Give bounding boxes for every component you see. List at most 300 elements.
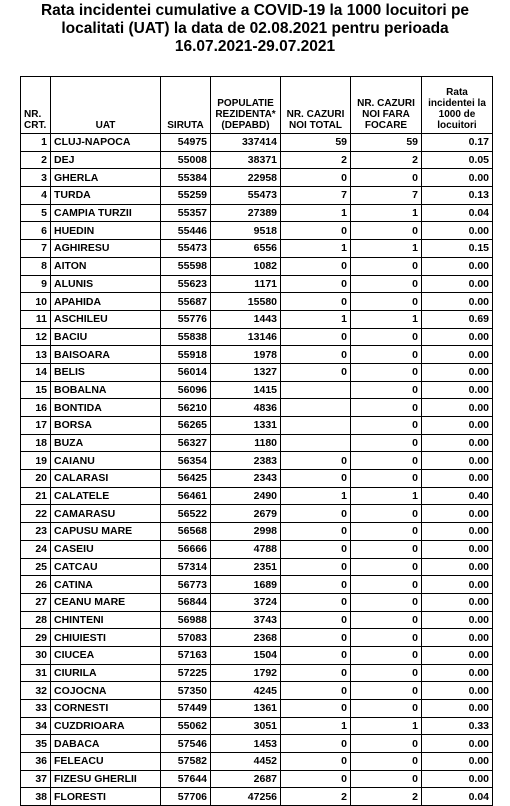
cell-uat: BONTIDA — [51, 399, 161, 417]
cell-uat: CAIANU — [51, 452, 161, 470]
cell-populatie: 27389 — [211, 204, 281, 222]
cell-nr: 24 — [21, 540, 51, 558]
table-row — [21, 770, 493, 788]
cell-rata: 0.00 — [422, 434, 493, 452]
cell-cazuri-fara-focare: 1 — [351, 487, 422, 505]
cell-rata: 0.00 — [422, 682, 493, 700]
cell-nr: 38 — [21, 788, 51, 806]
cell-uat: FLORESTI — [51, 788, 161, 806]
cell-uat: CAPUSU MARE — [51, 523, 161, 541]
cell-cazuri-fara-focare: 0 — [351, 257, 422, 275]
table-row — [21, 399, 493, 417]
cell-nr: 29 — [21, 629, 51, 647]
cell-cazuri-total: 0 — [281, 222, 351, 240]
cell-siruta: 55259 — [161, 187, 211, 205]
cell-cazuri-fara-focare: 0 — [351, 540, 422, 558]
cell-cazuri-total: 0 — [281, 363, 351, 381]
cell-cazuri-total: 2 — [281, 788, 351, 806]
cell-nr: 3 — [21, 169, 51, 187]
cell-rata: 0.04 — [422, 788, 493, 806]
cell-siruta: 55062 — [161, 717, 211, 735]
cell-nr: 32 — [21, 682, 51, 700]
cell-uat: CIUCEA — [51, 646, 161, 664]
cell-populatie: 2368 — [211, 629, 281, 647]
cell-uat: CAMPIA TURZII — [51, 204, 161, 222]
cell-siruta: 57644 — [161, 770, 211, 788]
cell-siruta: 56568 — [161, 523, 211, 541]
cell-rata: 0.00 — [422, 363, 493, 381]
cell-populatie: 4452 — [211, 753, 281, 771]
cell-uat: FIZESU GHERLII — [51, 770, 161, 788]
cell-rata: 0.00 — [422, 576, 493, 594]
cell-cazuri-fara-focare: 1 — [351, 204, 422, 222]
col-header-cazuri-fara-focare: NR. CAZURI NOI FARA FOCARE — [351, 77, 422, 134]
cell-rata: 0.00 — [422, 293, 493, 311]
cell-cazuri-total: 1 — [281, 487, 351, 505]
cell-siruta: 56354 — [161, 452, 211, 470]
cell-nr: 31 — [21, 664, 51, 682]
cell-populatie: 3743 — [211, 611, 281, 629]
cell-cazuri-fara-focare: 1 — [351, 717, 422, 735]
table-row — [21, 275, 493, 293]
cell-siruta: 56425 — [161, 470, 211, 488]
table-row — [21, 646, 493, 664]
cell-siruta: 56210 — [161, 399, 211, 417]
cell-nr: 33 — [21, 700, 51, 718]
table-row — [21, 753, 493, 771]
cell-cazuri-total — [281, 434, 351, 452]
cell-siruta: 57350 — [161, 682, 211, 700]
cell-cazuri-total: 1 — [281, 310, 351, 328]
cell-cazuri-fara-focare: 0 — [351, 346, 422, 364]
cell-uat: HUEDIN — [51, 222, 161, 240]
table-row — [21, 523, 493, 541]
cell-uat: BUZA — [51, 434, 161, 452]
cell-populatie: 1082 — [211, 257, 281, 275]
table-row — [21, 470, 493, 488]
col-header-rata: Rata incidentei la 1000 de locuitori — [422, 77, 493, 134]
cell-rata: 0.00 — [422, 593, 493, 611]
cell-nr: 17 — [21, 417, 51, 435]
cell-populatie: 22958 — [211, 169, 281, 187]
cell-populatie: 2490 — [211, 487, 281, 505]
cell-siruta: 57083 — [161, 629, 211, 647]
cell-siruta: 57163 — [161, 646, 211, 664]
cell-siruta: 56666 — [161, 540, 211, 558]
table-row — [21, 593, 493, 611]
cell-rata: 0.40 — [422, 487, 493, 505]
cell-cazuri-fara-focare: 0 — [351, 222, 422, 240]
cell-populatie: 1180 — [211, 434, 281, 452]
cell-cazuri-fara-focare: 0 — [351, 328, 422, 346]
cell-populatie: 4788 — [211, 540, 281, 558]
table-row — [21, 222, 493, 240]
cell-populatie: 2343 — [211, 470, 281, 488]
cell-siruta: 56014 — [161, 363, 211, 381]
cell-cazuri-fara-focare: 1 — [351, 310, 422, 328]
cell-rata: 0.00 — [422, 275, 493, 293]
cell-populatie: 1443 — [211, 310, 281, 328]
cell-nr: 26 — [21, 576, 51, 594]
cell-nr: 2 — [21, 151, 51, 169]
cell-cazuri-total: 0 — [281, 576, 351, 594]
cell-cazuri-total: 1 — [281, 204, 351, 222]
cell-siruta: 55473 — [161, 240, 211, 258]
cell-rata: 0.00 — [422, 700, 493, 718]
cell-rata: 0.05 — [422, 151, 493, 169]
cell-populatie: 4245 — [211, 682, 281, 700]
table-row — [21, 381, 493, 399]
cell-nr: 12 — [21, 328, 51, 346]
cell-rata: 0.00 — [422, 452, 493, 470]
cell-rata: 0.13 — [422, 187, 493, 205]
cell-rata: 0.00 — [422, 346, 493, 364]
cell-cazuri-fara-focare: 0 — [351, 682, 422, 700]
cell-cazuri-total: 0 — [281, 700, 351, 718]
cell-cazuri-fara-focare: 0 — [351, 664, 422, 682]
cell-siruta: 56096 — [161, 381, 211, 399]
cell-nr: 14 — [21, 363, 51, 381]
cell-nr: 23 — [21, 523, 51, 541]
cell-siruta: 54975 — [161, 134, 211, 152]
col-header-nr: NR. CRT. — [21, 77, 51, 134]
cell-cazuri-fara-focare: 0 — [351, 770, 422, 788]
cell-populatie: 9518 — [211, 222, 281, 240]
cell-cazuri-total: 59 — [281, 134, 351, 152]
cell-cazuri-fara-focare: 0 — [351, 700, 422, 718]
table-row — [21, 346, 493, 364]
cell-cazuri-fara-focare: 7 — [351, 187, 422, 205]
cell-rata: 0.00 — [422, 470, 493, 488]
cell-siruta: 56773 — [161, 576, 211, 594]
col-header-populatie: POPULATIE REZIDENTA* (DEPABD) — [211, 77, 281, 134]
cell-cazuri-fara-focare: 59 — [351, 134, 422, 152]
cell-cazuri-total: 0 — [281, 540, 351, 558]
cell-populatie: 55473 — [211, 187, 281, 205]
cell-cazuri-fara-focare: 0 — [351, 434, 422, 452]
cell-uat: BORSA — [51, 417, 161, 435]
cell-cazuri-total — [281, 399, 351, 417]
cell-uat: CORNESTI — [51, 700, 161, 718]
cell-uat: CUZDRIOARA — [51, 717, 161, 735]
cell-rata: 0.00 — [422, 381, 493, 399]
table-row — [21, 611, 493, 629]
cell-cazuri-total: 0 — [281, 452, 351, 470]
cell-uat: ALUNIS — [51, 275, 161, 293]
cell-siruta: 57225 — [161, 664, 211, 682]
cell-cazuri-fara-focare: 0 — [351, 646, 422, 664]
cell-cazuri-fara-focare: 0 — [351, 363, 422, 381]
cell-cazuri-fara-focare: 0 — [351, 753, 422, 771]
cell-uat: GHERLA — [51, 169, 161, 187]
cell-cazuri-fara-focare: 0 — [351, 505, 422, 523]
cell-populatie: 1978 — [211, 346, 281, 364]
cell-rata: 0.15 — [422, 240, 493, 258]
cell-cazuri-fara-focare: 0 — [351, 399, 422, 417]
cell-populatie: 2351 — [211, 558, 281, 576]
cell-siruta: 55776 — [161, 310, 211, 328]
table-row — [21, 240, 493, 258]
col-header-cazuri-total: NR. CAZURI NOI TOTAL — [281, 77, 351, 134]
cell-siruta: 57582 — [161, 753, 211, 771]
title-line-3: 16.07.2021-29.07.2021 — [174, 38, 336, 55]
table-row — [21, 310, 493, 328]
cell-uat: CHINTENI — [51, 611, 161, 629]
cell-uat: CHIUIESTI — [51, 629, 161, 647]
cell-nr: 9 — [21, 275, 51, 293]
table-row — [21, 558, 493, 576]
cell-nr: 7 — [21, 240, 51, 258]
cell-rata: 0.33 — [422, 717, 493, 735]
table-row — [21, 788, 493, 806]
table-row — [21, 576, 493, 594]
cell-rata: 0.00 — [422, 169, 493, 187]
cell-cazuri-fara-focare: 0 — [351, 523, 422, 541]
cell-rata: 0.00 — [422, 753, 493, 771]
cell-populatie: 1453 — [211, 735, 281, 753]
cell-cazuri-fara-focare: 2 — [351, 151, 422, 169]
cell-siruta: 57706 — [161, 788, 211, 806]
title-line-1: Rata incidentei cumulative a COVID-19 la 1000 locuitori pe — [40, 2, 470, 19]
cell-cazuri-fara-focare: 0 — [351, 381, 422, 399]
cell-cazuri-total: 0 — [281, 257, 351, 275]
cell-nr: 34 — [21, 717, 51, 735]
cell-rata: 0.00 — [422, 540, 493, 558]
cell-cazuri-total: 0 — [281, 558, 351, 576]
cell-populatie: 2998 — [211, 523, 281, 541]
cell-cazuri-fara-focare: 0 — [351, 470, 422, 488]
cell-populatie: 38371 — [211, 151, 281, 169]
cell-cazuri-total: 0 — [281, 611, 351, 629]
table-row — [21, 505, 493, 523]
table-row — [21, 363, 493, 381]
cell-cazuri-total: 0 — [281, 770, 351, 788]
cell-cazuri-total: 0 — [281, 293, 351, 311]
cell-cazuri-total: 0 — [281, 328, 351, 346]
cell-nr: 35 — [21, 735, 51, 753]
cell-rata: 0.00 — [422, 611, 493, 629]
cell-nr: 18 — [21, 434, 51, 452]
cell-cazuri-fara-focare: 0 — [351, 275, 422, 293]
cell-siruta: 56522 — [161, 505, 211, 523]
cell-cazuri-total: 0 — [281, 629, 351, 647]
cell-cazuri-total: 0 — [281, 646, 351, 664]
cell-cazuri-total: 0 — [281, 593, 351, 611]
table-row — [21, 134, 493, 152]
cell-cazuri-total: 2 — [281, 151, 351, 169]
cell-uat: CATINA — [51, 576, 161, 594]
cell-uat: AGHIRESU — [51, 240, 161, 258]
cell-populatie: 1415 — [211, 381, 281, 399]
incidence-table — [20, 76, 493, 806]
cell-siruta: 55598 — [161, 257, 211, 275]
cell-uat: APAHIDA — [51, 293, 161, 311]
cell-cazuri-fara-focare: 0 — [351, 417, 422, 435]
table-row — [21, 417, 493, 435]
cell-cazuri-fara-focare: 0 — [351, 293, 422, 311]
cell-populatie: 337414 — [211, 134, 281, 152]
table-row — [21, 257, 493, 275]
table-row — [21, 664, 493, 682]
cell-uat: CALATELE — [51, 487, 161, 505]
cell-uat: DABACA — [51, 735, 161, 753]
cell-uat: COJOCNA — [51, 682, 161, 700]
table-row — [21, 629, 493, 647]
cell-nr: 20 — [21, 470, 51, 488]
cell-rata: 0.00 — [422, 505, 493, 523]
cell-nr: 36 — [21, 753, 51, 771]
cell-siruta: 57546 — [161, 735, 211, 753]
cell-cazuri-total: 0 — [281, 664, 351, 682]
cell-cazuri-total: 1 — [281, 717, 351, 735]
table-row — [21, 452, 493, 470]
table-row — [21, 735, 493, 753]
cell-uat: CALARASI — [51, 470, 161, 488]
cell-cazuri-fara-focare: 2 — [351, 788, 422, 806]
cell-nr: 6 — [21, 222, 51, 240]
cell-nr: 30 — [21, 646, 51, 664]
report-title — [0, 2, 510, 56]
cell-siruta: 57449 — [161, 700, 211, 718]
table-row — [21, 487, 493, 505]
cell-nr: 5 — [21, 204, 51, 222]
cell-cazuri-fara-focare: 1 — [351, 240, 422, 258]
cell-populatie: 3724 — [211, 593, 281, 611]
cell-nr: 22 — [21, 505, 51, 523]
cell-rata: 0.00 — [422, 558, 493, 576]
cell-siruta: 55446 — [161, 222, 211, 240]
cell-nr: 21 — [21, 487, 51, 505]
table-row — [21, 328, 493, 346]
table-row — [21, 169, 493, 187]
cell-uat: CATCAU — [51, 558, 161, 576]
cell-cazuri-total: 0 — [281, 470, 351, 488]
title-line-2: localitati (UAT) la data de 02.08.2021 pentru perioada — [61, 20, 449, 37]
cell-cazuri-total: 0 — [281, 753, 351, 771]
cell-populatie: 2679 — [211, 505, 281, 523]
cell-populatie: 1327 — [211, 363, 281, 381]
cell-cazuri-fara-focare: 0 — [351, 611, 422, 629]
cell-rata: 0.00 — [422, 417, 493, 435]
cell-cazuri-total: 0 — [281, 735, 351, 753]
cell-populatie: 4836 — [211, 399, 281, 417]
table-row — [21, 682, 493, 700]
cell-uat: BAISOARA — [51, 346, 161, 364]
cell-nr: 28 — [21, 611, 51, 629]
cell-populatie: 1689 — [211, 576, 281, 594]
cell-siruta: 56461 — [161, 487, 211, 505]
cell-cazuri-total: 7 — [281, 187, 351, 205]
cell-populatie: 1792 — [211, 664, 281, 682]
cell-rata: 0.00 — [422, 257, 493, 275]
cell-populatie: 1331 — [211, 417, 281, 435]
cell-cazuri-total: 0 — [281, 682, 351, 700]
cell-siruta: 57314 — [161, 558, 211, 576]
cell-cazuri-fara-focare: 0 — [351, 593, 422, 611]
cell-populatie: 1504 — [211, 646, 281, 664]
cell-uat: BELIS — [51, 363, 161, 381]
cell-uat: ASCHILEU — [51, 310, 161, 328]
cell-nr: 25 — [21, 558, 51, 576]
cell-populatie: 13146 — [211, 328, 281, 346]
cell-cazuri-fara-focare: 0 — [351, 452, 422, 470]
cell-uat: TURDA — [51, 187, 161, 205]
table-row — [21, 434, 493, 452]
cell-populatie: 47256 — [211, 788, 281, 806]
cell-nr: 1 — [21, 134, 51, 152]
cell-rata: 0.00 — [422, 629, 493, 647]
cell-rata: 0.69 — [422, 310, 493, 328]
cell-nr: 4 — [21, 187, 51, 205]
cell-cazuri-total: 0 — [281, 346, 351, 364]
cell-siruta: 56327 — [161, 434, 211, 452]
cell-rata: 0.00 — [422, 328, 493, 346]
cell-cazuri-total: 0 — [281, 505, 351, 523]
cell-uat: CLUJ-NAPOCA — [51, 134, 161, 152]
cell-uat: BACIU — [51, 328, 161, 346]
cell-uat: FELEACU — [51, 753, 161, 771]
cell-siruta: 56988 — [161, 611, 211, 629]
cell-rata: 0.00 — [422, 664, 493, 682]
table-row — [21, 717, 493, 735]
cell-siruta: 55623 — [161, 275, 211, 293]
cell-rata: 0.00 — [422, 523, 493, 541]
cell-uat: AITON — [51, 257, 161, 275]
cell-rata: 0.00 — [422, 735, 493, 753]
cell-siruta: 55008 — [161, 151, 211, 169]
cell-siruta: 56844 — [161, 593, 211, 611]
table-row — [21, 204, 493, 222]
cell-uat: CIURILA — [51, 664, 161, 682]
table-row — [21, 187, 493, 205]
cell-nr: 13 — [21, 346, 51, 364]
cell-nr: 37 — [21, 770, 51, 788]
cell-rata: 0.00 — [422, 222, 493, 240]
cell-cazuri-fara-focare: 0 — [351, 735, 422, 753]
col-header-siruta: SIRUTA — [161, 77, 211, 134]
cell-nr: 11 — [21, 310, 51, 328]
cell-siruta: 56265 — [161, 417, 211, 435]
cell-uat: CEANU MARE — [51, 593, 161, 611]
cell-cazuri-fara-focare: 0 — [351, 558, 422, 576]
cell-cazuri-total: 0 — [281, 275, 351, 293]
cell-uat: DEJ — [51, 151, 161, 169]
cell-cazuri-total: 0 — [281, 523, 351, 541]
cell-cazuri-total: 1 — [281, 240, 351, 258]
table-header-row — [21, 77, 493, 134]
cell-siruta: 55357 — [161, 204, 211, 222]
cell-siruta: 55384 — [161, 169, 211, 187]
cell-populatie: 2687 — [211, 770, 281, 788]
cell-populatie: 2383 — [211, 452, 281, 470]
cell-nr: 15 — [21, 381, 51, 399]
table-row — [21, 151, 493, 169]
cell-uat: BOBALNA — [51, 381, 161, 399]
cell-cazuri-total — [281, 381, 351, 399]
cell-cazuri-total — [281, 417, 351, 435]
cell-cazuri-fara-focare: 0 — [351, 629, 422, 647]
cell-nr: 8 — [21, 257, 51, 275]
cell-rata: 0.00 — [422, 399, 493, 417]
cell-rata: 0.17 — [422, 134, 493, 152]
cell-populatie: 1171 — [211, 275, 281, 293]
cell-populatie: 1361 — [211, 700, 281, 718]
cell-siruta: 55838 — [161, 328, 211, 346]
cell-uat: CAMARASU — [51, 505, 161, 523]
cell-uat: CASEIU — [51, 540, 161, 558]
table-row — [21, 293, 493, 311]
table-row — [21, 700, 493, 718]
